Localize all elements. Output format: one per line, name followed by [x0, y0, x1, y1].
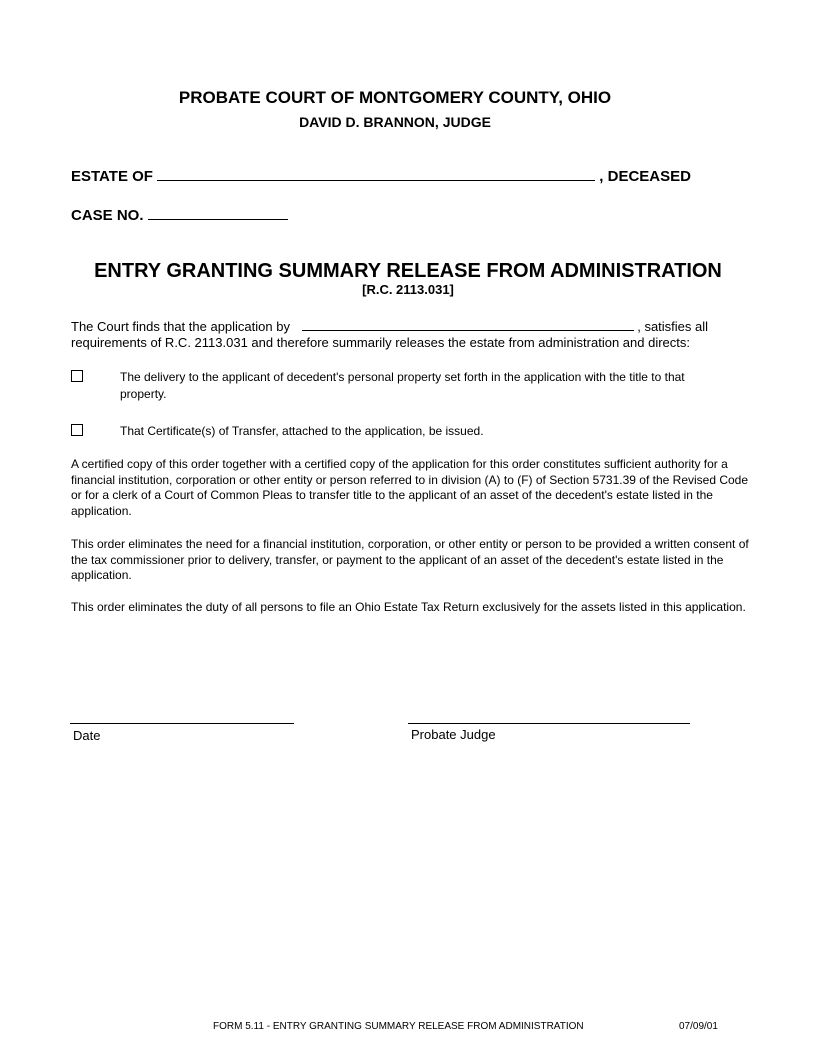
- court-findings: [71, 316, 761, 351]
- paragraph-tax-consent: This order eliminates the need for a financial institution, corporation, or other entity or person to be provided a written consent of the tax commissioner prior to delivery, transfer, or payment to the applicant of an asset of the decedent's estate listed in the application.: [71, 537, 749, 582]
- estate-line: [71, 166, 691, 185]
- delivery-option: [120, 369, 760, 403]
- form-title: ENTRY GRANTING SUMMARY RELEASE FROM ADMINISTRATION: [94, 260, 722, 282]
- delivery-option-line1: The delivery to the applicant of decedent's personal property set forth in the application with the title to that: [120, 370, 685, 384]
- delivery-option-line2: property.: [120, 387, 167, 401]
- estate-name-field[interactable]: [157, 166, 595, 181]
- date-signature-line[interactable]: [70, 723, 294, 724]
- certificate-checkbox[interactable]: [71, 424, 83, 436]
- findings-lead: The Court finds that the application by: [71, 319, 290, 334]
- delivery-checkbox[interactable]: [71, 370, 83, 382]
- case-number-field[interactable]: [148, 205, 288, 220]
- court-name: PROBATE COURT OF MONTGOMERY COUNTY, OHIO: [178, 88, 612, 107]
- footer-form-name: FORM 5.11 - ENTRY GRANTING SUMMARY RELEASE FROM ADMINISTRATION: [213, 1021, 584, 1032]
- date-label: Date: [73, 728, 101, 743]
- findings-tail: , satisfies all: [637, 319, 709, 334]
- judge-name: DAVID D. BRANNON, JUDGE: [299, 114, 491, 130]
- estate-suffix: , DECEASED: [599, 168, 691, 185]
- statute-reference: [R.C. 2113.031]: [362, 282, 454, 297]
- certificate-option: That Certificate(s) of Transfer, attached to the application, be issued.: [120, 424, 484, 438]
- judge-signature-line[interactable]: [408, 723, 690, 724]
- case-line: [71, 205, 288, 224]
- paragraph-tax-return: This order eliminates the duty of all persons to file an Ohio Estate Tax Return exclusively for the assets listed in this application.: [71, 600, 746, 614]
- estate-prefix: ESTATE OF: [71, 168, 153, 185]
- paragraph-authority: A certified copy of this order together with a certified copy of the application for this order constitutes sufficient authority for a financial institution, corporation or other entity or person referred to in division (A) to (F) of Section 5731.39 of the Revised Code or for a clerk of a Court of Common Pleas to transfer title to the applicant of an asset of the decedent's estate listed in the application.: [71, 457, 749, 518]
- case-label: CASE NO.: [71, 207, 144, 224]
- applicant-name-field[interactable]: [302, 316, 634, 331]
- findings-line2: requirements of R.C. 2113.031 and therefore summarily releases the estate from administration and directs:: [71, 335, 691, 350]
- judge-label: Probate Judge: [411, 727, 496, 742]
- footer-date: 07/09/01: [679, 1021, 718, 1032]
